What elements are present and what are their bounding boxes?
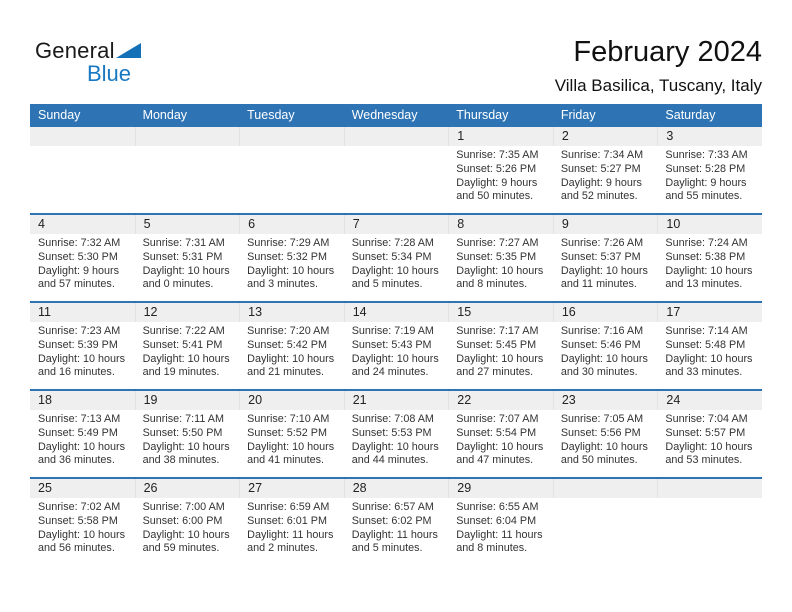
day-cell-text: Daylight: 10 hours: [456, 352, 544, 365]
day-cell-empty: [344, 146, 449, 204]
day-number-12: 12: [135, 303, 240, 322]
day-cell-12: [135, 322, 240, 380]
logo-line1: [35, 40, 141, 62]
day-number-19: 19: [135, 391, 240, 410]
day-cell-text: and 38 minutes.: [142, 454, 220, 467]
day-number-band: [30, 479, 762, 498]
day-cell-15: [448, 322, 553, 380]
day-cell-text: Sunset: 5:26 PM: [456, 162, 537, 175]
day-cell-27: [239, 498, 344, 556]
day-cell-9: [553, 234, 658, 292]
day-number-6: 6: [239, 215, 344, 234]
day-cell-text: Sunset: 5:35 PM: [456, 250, 537, 263]
day-cell-text: and 53 minutes.: [665, 454, 743, 467]
day-cell-text: Daylight: 9 hours: [665, 176, 747, 189]
day-cell-text: and 56 minutes.: [38, 542, 115, 555]
day-cell-text: Sunrise: 7:11 AM: [142, 413, 224, 425]
day-cell-20: [239, 410, 344, 468]
day-cell-text: Daylight: 10 hours: [142, 440, 230, 453]
day-cell-text: Daylight: 10 hours: [560, 352, 648, 365]
day-cell-text: and 2 minutes.: [247, 542, 318, 555]
day-cell-text: Sunrise: 6:59 AM: [247, 501, 330, 513]
day-content-band: [30, 146, 762, 204]
day-number-empty: [135, 127, 240, 146]
day-cell-text: and 36 minutes.: [38, 454, 115, 467]
day-cell-text: Sunset: 5:45 PM: [456, 338, 537, 351]
day-cell-text: Daylight: 10 hours: [665, 440, 753, 453]
day-cell-text: Daylight: 10 hours: [665, 352, 753, 365]
day-cell-text: and 3 minutes.: [247, 278, 318, 291]
day-number-7: 7: [344, 215, 449, 234]
day-cell-text: Sunrise: 7:34 AM: [560, 149, 644, 161]
weekday-header-wednesday: Wednesday: [351, 107, 418, 122]
weekday-header-friday: Friday: [560, 107, 596, 122]
day-cell-text: Sunset: 5:39 PM: [38, 338, 118, 351]
day-cell-text: Sunset: 5:58 PM: [38, 514, 118, 527]
day-cell-text: Sunset: 5:34 PM: [351, 250, 432, 263]
day-cell-text: Sunset: 5:54 PM: [456, 426, 537, 439]
day-cell-text: Sunrise: 7:00 AM: [142, 501, 225, 513]
day-number-band: [30, 391, 762, 410]
day-number-empty: [30, 127, 135, 146]
day-cell-text: Sunrise: 7:32 AM: [38, 237, 121, 249]
day-cell-19: [135, 410, 240, 468]
day-cell-text: and 55 minutes.: [665, 190, 743, 203]
day-cell-text: Sunrise: 7:29 AM: [247, 237, 330, 249]
day-cell-22: [448, 410, 553, 468]
day-cell-text: Sunrise: 7:16 AM: [560, 325, 644, 337]
week-row-5: [30, 477, 762, 565]
day-cell-text: Sunset: 5:30 PM: [38, 250, 118, 263]
day-cell-text: Sunrise: 7:24 AM: [665, 237, 748, 249]
day-content-band: [30, 234, 762, 292]
day-number-2: 2: [553, 127, 658, 146]
day-cell-empty: [657, 498, 762, 556]
day-cell-text: Daylight: 11 hours: [247, 528, 334, 541]
weekday-header-thursday: Thursday: [456, 107, 509, 122]
day-cell-text: and 27 minutes.: [456, 366, 534, 379]
day-cell-text: and 50 minutes.: [560, 454, 638, 467]
day-cell-text: Daylight: 10 hours: [560, 440, 648, 453]
day-number-15: 15: [448, 303, 553, 322]
day-cell-8: [448, 234, 553, 292]
day-cell-text: Sunrise: 7:07 AM: [456, 413, 539, 425]
day-number-empty: [657, 479, 762, 498]
day-number-5: 5: [135, 215, 240, 234]
logo-triangle-icon: [116, 43, 141, 58]
day-number-9: 9: [553, 215, 658, 234]
weekday-header-row: [30, 104, 762, 125]
day-cell-text: Daylight: 10 hours: [247, 352, 335, 365]
day-number-21: 21: [344, 391, 449, 410]
day-cell-text: Sunset: 5:48 PM: [665, 338, 746, 351]
day-cell-text: Daylight: 9 hours: [560, 176, 642, 189]
day-cell-text: Sunset: 5:43 PM: [351, 338, 432, 351]
day-cell-text: Daylight: 10 hours: [247, 440, 335, 453]
day-cell-text: and 47 minutes.: [456, 454, 534, 467]
day-number-3: 3: [657, 127, 762, 146]
day-cell-text: and 5 minutes.: [351, 278, 423, 291]
day-number-26: 26: [135, 479, 240, 498]
day-cell-text: Sunset: 5:31 PM: [142, 250, 223, 263]
day-number-13: 13: [239, 303, 344, 322]
day-cell-text: and 21 minutes.: [247, 366, 324, 379]
general-blue-logo: [35, 40, 141, 85]
day-cell-6: [239, 234, 344, 292]
day-cell-text: Daylight: 10 hours: [351, 264, 439, 277]
day-cell-text: Sunrise: 7:19 AM: [351, 325, 434, 337]
day-cell-text: Daylight: 10 hours: [142, 264, 230, 277]
day-cell-text: Sunset: 6:01 PM: [247, 514, 327, 527]
day-cell-7: [344, 234, 449, 292]
day-cell-text: Daylight: 9 hours: [456, 176, 538, 189]
day-cell-text: Sunset: 6:00 PM: [142, 514, 223, 527]
day-cell-empty: [553, 498, 658, 556]
day-number-band: [30, 127, 762, 146]
day-cell-text: Sunrise: 7:05 AM: [560, 413, 644, 425]
day-number-17: 17: [657, 303, 762, 322]
day-cell-text: Sunrise: 7:22 AM: [142, 325, 225, 337]
day-cell-text: Sunrise: 7:26 AM: [560, 237, 644, 249]
day-number-band: [30, 303, 762, 322]
weekday-header-tuesday: Tuesday: [247, 107, 295, 122]
day-cell-text: and 5 minutes.: [351, 542, 423, 555]
day-cell-18: [30, 410, 135, 468]
day-cell-text: Sunrise: 6:57 AM: [351, 501, 434, 513]
day-cell-text: and 44 minutes.: [351, 454, 429, 467]
logo-text-general: General: [35, 38, 115, 63]
day-number-empty: [344, 127, 449, 146]
day-cell-text: and 8 minutes.: [456, 278, 528, 291]
day-number-empty: [553, 479, 658, 498]
day-cell-text: Sunset: 5:42 PM: [247, 338, 327, 351]
day-cell-text: Sunrise: 7:28 AM: [351, 237, 434, 249]
day-cell-text: Daylight: 10 hours: [351, 352, 439, 365]
day-cell-text: Daylight: 10 hours: [665, 264, 753, 277]
day-cell-24: [657, 410, 762, 468]
day-number-11: 11: [38, 305, 51, 319]
day-cell-text: Sunset: 5:28 PM: [665, 162, 746, 175]
day-content-band: [30, 322, 762, 380]
day-cell-text: Sunrise: 7:13 AM: [38, 413, 121, 425]
day-cell-text: Sunset: 5:57 PM: [665, 426, 746, 439]
day-cell-text: Daylight: 10 hours: [351, 440, 439, 453]
day-cell-text: Daylight: 10 hours: [560, 264, 648, 277]
day-cell-text: Sunset: 5:37 PM: [560, 250, 641, 263]
day-cell-text: Daylight: 10 hours: [38, 528, 126, 541]
day-number-band: [30, 215, 762, 234]
day-cell-text: Daylight: 11 hours: [351, 528, 438, 541]
day-cell-text: Sunset: 5:38 PM: [665, 250, 746, 263]
day-content-band: [30, 498, 762, 556]
day-number-27: 27: [239, 479, 344, 498]
day-cell-empty: [239, 146, 344, 204]
day-cell-13: [239, 322, 344, 380]
day-number-22: 22: [448, 391, 553, 410]
day-number-23: 23: [553, 391, 658, 410]
day-cell-text: Sunset: 5:56 PM: [560, 426, 641, 439]
week-row-3: [30, 301, 762, 389]
day-cell-text: and 8 minutes.: [456, 542, 528, 555]
day-cell-text: and 52 minutes.: [560, 190, 638, 203]
day-cell-1: [448, 146, 553, 204]
day-cell-text: Sunset: 5:50 PM: [142, 426, 223, 439]
day-cell-14: [344, 322, 449, 380]
day-cell-16: [553, 322, 658, 380]
day-cell-text: Daylight: 10 hours: [38, 352, 126, 365]
day-cell-text: and 19 minutes.: [142, 366, 220, 379]
day-cell-text: Sunrise: 7:10 AM: [247, 413, 330, 425]
day-cell-text: Sunrise: 7:02 AM: [38, 501, 121, 513]
day-cell-29: [448, 498, 553, 556]
week-row-1: [30, 125, 762, 213]
calendar-grid: [30, 125, 762, 565]
day-cell-4: [30, 234, 135, 292]
day-cell-text: and 24 minutes.: [351, 366, 429, 379]
day-cell-text: Sunset: 5:52 PM: [247, 426, 327, 439]
day-cell-26: [135, 498, 240, 556]
day-cell-text: and 30 minutes.: [560, 366, 638, 379]
day-number-4: 4: [38, 217, 45, 231]
day-cell-text: Daylight: 10 hours: [456, 264, 544, 277]
day-cell-17: [657, 322, 762, 380]
day-cell-text: Sunset: 5:32 PM: [247, 250, 327, 263]
day-number-8: 8: [448, 215, 553, 234]
day-cell-text: and 13 minutes.: [665, 278, 743, 291]
day-cell-text: Daylight: 10 hours: [456, 440, 544, 453]
day-number-empty: [239, 127, 344, 146]
day-cell-text: Sunrise: 7:17 AM: [456, 325, 539, 337]
day-cell-23: [553, 410, 658, 468]
day-cell-5: [135, 234, 240, 292]
day-cell-text: Daylight: 10 hours: [142, 528, 230, 541]
day-cell-text: Sunset: 5:41 PM: [142, 338, 223, 351]
day-cell-text: Sunrise: 7:08 AM: [351, 413, 434, 425]
day-cell-text: Sunset: 6:02 PM: [351, 514, 432, 527]
day-cell-text: Sunset: 6:04 PM: [456, 514, 537, 527]
day-number-28: 28: [344, 479, 449, 498]
day-cell-text: Sunrise: 7:14 AM: [665, 325, 748, 337]
weekday-header-sunday: Sunday: [38, 107, 81, 122]
day-cell-text: Sunrise: 7:35 AM: [456, 149, 539, 161]
day-number-25: 25: [38, 481, 52, 495]
day-content-band: [30, 410, 762, 468]
day-cell-text: and 59 minutes.: [142, 542, 220, 555]
day-cell-text: Sunset: 5:27 PM: [560, 162, 641, 175]
day-cell-text: and 11 minutes.: [560, 278, 637, 291]
day-cell-text: and 0 minutes.: [142, 278, 214, 291]
day-number-14: 14: [344, 303, 449, 322]
day-cell-text: Daylight: 11 hours: [456, 528, 543, 541]
calendar: [30, 104, 762, 565]
day-cell-text: Sunrise: 7:20 AM: [247, 325, 330, 337]
logo-text-blue: Blue: [87, 61, 132, 86]
day-cell-text: and 41 minutes.: [247, 454, 324, 467]
day-cell-text: and 16 minutes.: [38, 366, 115, 379]
day-number-18: 18: [38, 393, 52, 407]
day-cell-text: Sunset: 5:49 PM: [38, 426, 118, 439]
day-cell-text: Sunrise: 7:04 AM: [665, 413, 748, 425]
day-number-29: 29: [448, 479, 553, 498]
day-cell-25: [30, 498, 135, 556]
day-cell-10: [657, 234, 762, 292]
day-cell-2: [553, 146, 658, 204]
week-row-2: [30, 213, 762, 301]
day-number-16: 16: [553, 303, 658, 322]
day-cell-text: Sunrise: 7:27 AM: [456, 237, 539, 249]
day-cell-text: Sunset: 5:53 PM: [351, 426, 432, 439]
day-cell-text: and 33 minutes.: [665, 366, 743, 379]
day-cell-text: Daylight: 10 hours: [142, 352, 230, 365]
day-number-24: 24: [657, 391, 762, 410]
day-cell-text: Sunrise: 7:33 AM: [665, 149, 748, 161]
page-title: February 2024: [573, 36, 762, 68]
week-row-4: [30, 389, 762, 477]
day-number-10: 10: [657, 215, 762, 234]
day-number-1: 1: [448, 127, 553, 146]
day-cell-text: Sunrise: 7:31 AM: [142, 237, 225, 249]
day-cell-empty: [135, 146, 240, 204]
day-cell-text: Daylight: 10 hours: [247, 264, 335, 277]
page-subtitle: Villa Basilica, Tuscany, Italy: [554, 76, 762, 95]
day-number-20: 20: [239, 391, 344, 410]
day-cell-text: Sunrise: 7:23 AM: [38, 325, 121, 337]
day-cell-text: Daylight: 9 hours: [38, 264, 120, 277]
day-cell-text: Daylight: 10 hours: [38, 440, 126, 453]
day-cell-text: Sunrise: 6:55 AM: [456, 501, 539, 513]
weekday-header-monday: Monday: [142, 107, 188, 122]
weekday-header-saturday: Saturday: [665, 107, 716, 122]
day-cell-empty: [30, 146, 135, 204]
day-cell-11: [30, 322, 135, 380]
day-cell-text: Sunset: 5:46 PM: [560, 338, 641, 351]
day-cell-text: and 57 minutes.: [38, 278, 115, 291]
day-cell-3: [657, 146, 762, 204]
day-cell-21: [344, 410, 449, 468]
day-cell-text: and 50 minutes.: [456, 190, 534, 203]
day-cell-28: [344, 498, 449, 556]
